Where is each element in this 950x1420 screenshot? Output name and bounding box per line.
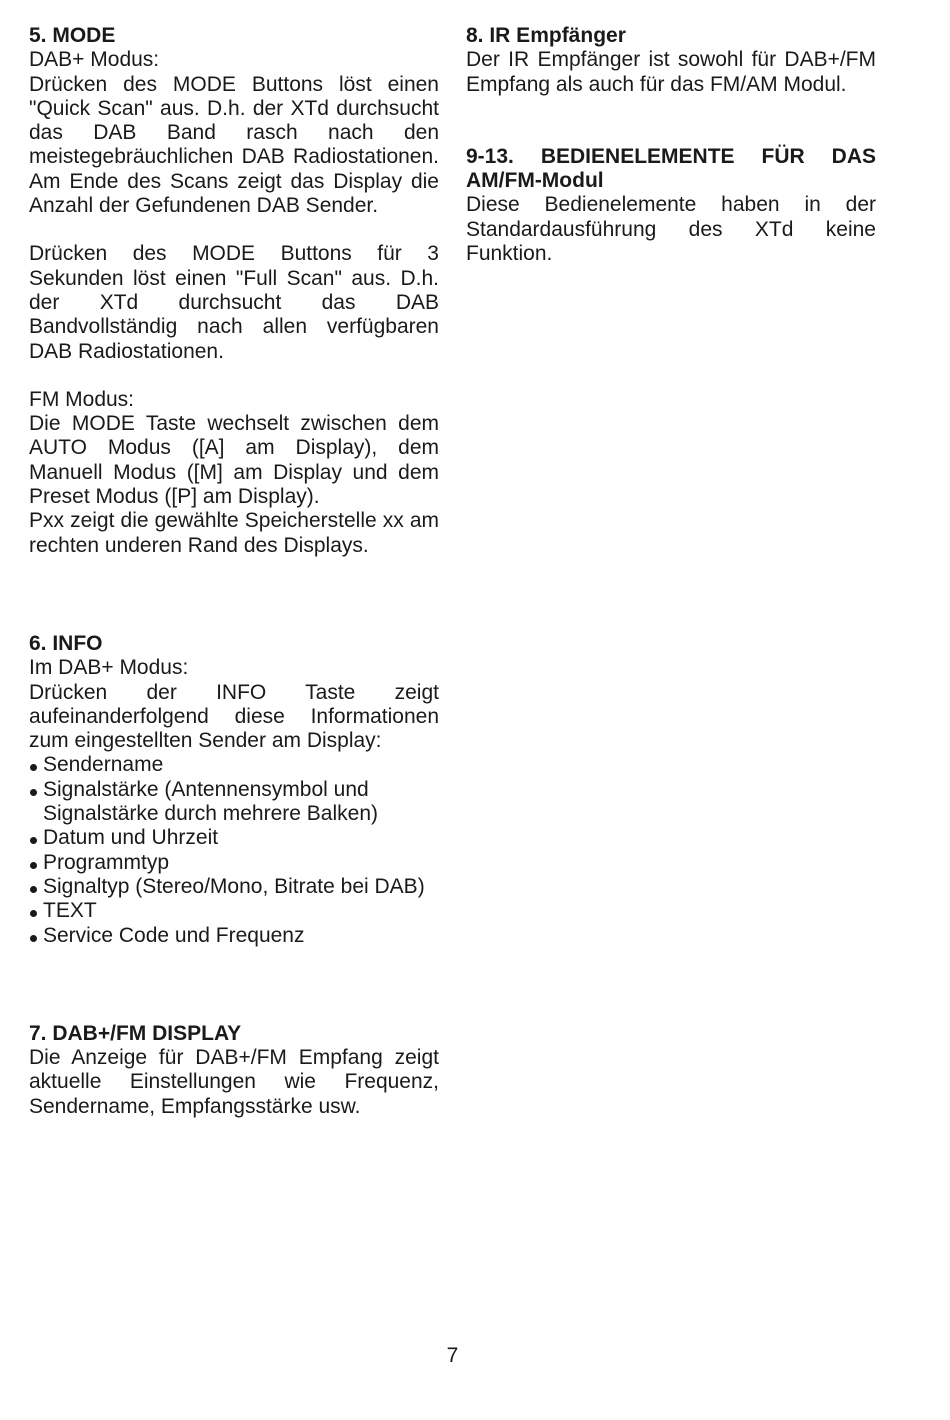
fm-mode-label: FM Modus: xyxy=(29,387,135,411)
section-heading: 5. MODE xyxy=(29,24,116,47)
section-heading: 9-13. BEDIENELEMENTE FÜR DAS AM/FM-Modul xyxy=(466,144,876,193)
bullet-icon xyxy=(30,886,37,893)
section-heading: 7. DAB+/FM DISPLAY xyxy=(29,1021,242,1045)
bullet-icon xyxy=(30,910,37,917)
list-item: Programmtyp xyxy=(29,851,439,875)
list-item: Service Code und Frequenz xyxy=(29,924,439,948)
paragraph: Der IR Empfänger ist sowohl für DAB+/FM Empfang als auch für das FM/AM Modul. xyxy=(466,48,876,96)
list-item: TEXT xyxy=(29,899,439,923)
right-column xyxy=(466,24,876,266)
page-number: 7 xyxy=(446,1344,459,1367)
section-info xyxy=(29,632,439,948)
paragraph: Die Anzeige für DAB+/FM Empfang zeigt aktuelle Einstellungen wie Frequenz, Sendername, Empfangsstärke usw. xyxy=(29,1046,439,1118)
dab-mode-label: Im DAB+ Modus: xyxy=(29,656,189,680)
section-ir xyxy=(466,24,876,97)
bullet-icon xyxy=(30,862,37,869)
info-list xyxy=(29,753,439,947)
section-display xyxy=(29,1022,439,1119)
bullet-icon xyxy=(30,837,37,844)
bullet-icon xyxy=(30,764,37,771)
paragraph: Drücken des MODE Buttons für 3 Sekunden löst einen "Full Scan" aus. D.h. der XTd durchsucht das DAB Bandvollständig nach allen verfügbaren DAB Radiostationen. xyxy=(29,242,439,363)
list-item: Signaltyp (Stereo/Mono, Bitrate bei DAB) xyxy=(29,875,439,899)
bullet-icon xyxy=(30,935,37,942)
dab-mode-label: DAB+ Modus: xyxy=(29,48,160,72)
left-column xyxy=(29,24,439,1119)
list-item: Sendername xyxy=(29,753,439,777)
list-item: Signalstärke (Antennensymbol und Signalstärke durch mehrere Balken) xyxy=(29,778,439,827)
paragraph: Die MODE Taste wechselt zwischen dem AUTO Modus ([A] am Display), dem Manuell Modus ([M] am Display und dem Preset Modus ([P] am Display). xyxy=(29,412,439,509)
paragraph: Drücken der INFO Taste zeigt aufeinanderfolgend diese Informationen zum eingestellten Sender am Display: xyxy=(29,680,439,753)
bullet-icon xyxy=(30,789,37,796)
paragraph: Diese Bedienelemente haben in der Standardausführung des XTd keine Funktion. xyxy=(466,193,876,266)
section-heading: 6. INFO xyxy=(29,631,103,655)
section-heading: 8. IR Empfänger xyxy=(466,24,626,47)
paragraph: Pxx zeigt die gewählte Speicherstelle xx am rechten underen Rand des Displays. xyxy=(29,509,439,557)
list-item: Datum und Uhrzeit xyxy=(29,826,439,850)
paragraph: Drücken des MODE Buttons löst einen "Quick Scan" aus. D.h. der XTd durchsucht das DAB Band rasch nach den meistegebräuchlichen DAB Radiostationen. Am Ende des Scans zeigt das Display die Anzahl der Gefundenen DAB Sender. xyxy=(29,72,439,218)
section-controls xyxy=(466,145,876,266)
section-mode xyxy=(29,24,439,558)
